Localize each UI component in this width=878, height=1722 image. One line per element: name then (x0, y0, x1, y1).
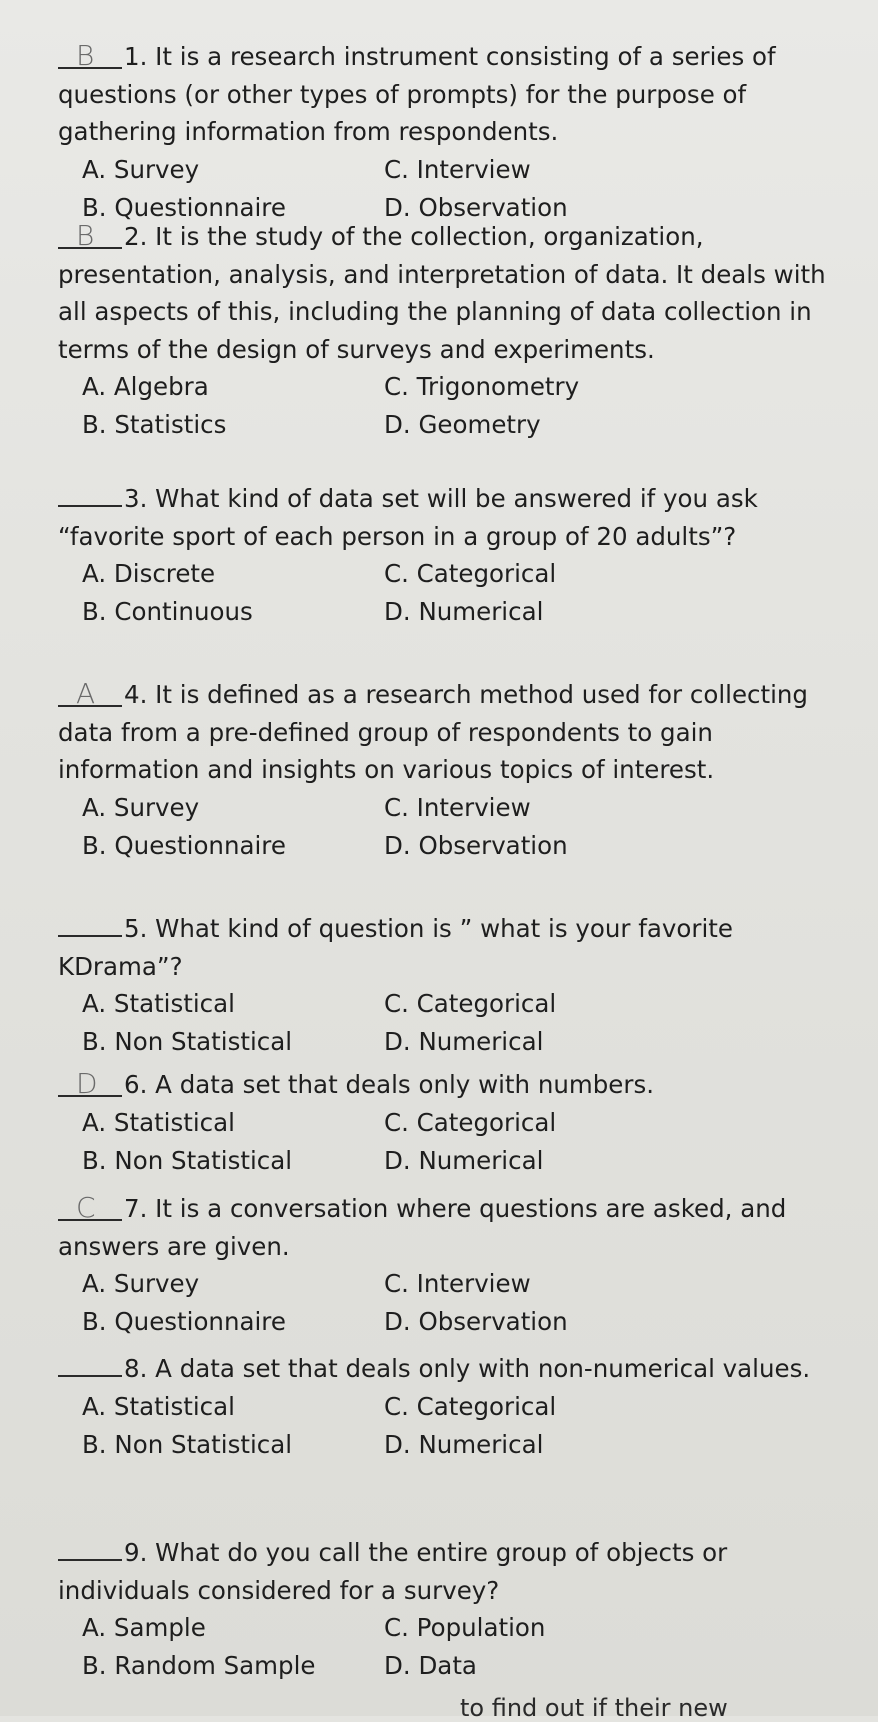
answer-blank[interactable] (58, 1351, 122, 1377)
options (58, 985, 858, 1061)
answer-blank[interactable] (58, 677, 122, 710)
option-d[interactable]: D. Numerical (384, 1145, 544, 1175)
handwritten-answer: B (76, 219, 95, 252)
question-8 (58, 1350, 858, 1464)
option-b[interactable]: B. Non Statistical (82, 1145, 293, 1175)
answer-blank[interactable] (58, 39, 122, 72)
option-c[interactable]: C. Interview (384, 792, 531, 822)
question-text: 8. A data set that deals only with non-numerical values. (124, 1354, 811, 1383)
options (58, 1609, 858, 1685)
options (58, 368, 858, 444)
question-3 (58, 480, 858, 631)
option-b[interactable]: B. Questionnaire (82, 1307, 286, 1336)
cutoff-text: to find out if their new (460, 1694, 728, 1722)
question-4 (58, 676, 858, 865)
options (58, 1265, 858, 1341)
option-a[interactable]: A. Algebra (82, 372, 209, 401)
question-text: 3. What kind of data set will be answered if you ask “favorite sport of each person in a group of 20 adults”? (58, 484, 758, 551)
option-c[interactable]: C. Interview (384, 1269, 531, 1298)
question-text: 7. It is a conversation where questions are asked, and answers are given. (58, 1194, 787, 1261)
option-d[interactable]: D. Numerical (384, 1027, 544, 1056)
options (58, 151, 858, 227)
answer-blank[interactable] (58, 1067, 122, 1100)
answer-blank[interactable] (58, 219, 122, 252)
question-text: 4. It is defined as a research method used for collecting data from a pre-defined group of respondents to gain information and insights on various topics of interest. (58, 680, 808, 784)
question-5 (58, 910, 858, 1061)
option-d[interactable]: D. Observation (384, 192, 568, 222)
option-a[interactable]: A. Statistical (82, 1107, 235, 1137)
option-b[interactable]: B. Statistics (82, 410, 227, 439)
option-b[interactable]: B. Questionnaire (82, 192, 286, 222)
answer-blank[interactable] (58, 911, 122, 937)
options (58, 1388, 858, 1464)
option-a[interactable]: A. Survey (82, 154, 200, 184)
answer-blank[interactable] (58, 1535, 122, 1561)
question-text: 9. What do you call the entire group of objects or individuals considered for a survey? (58, 1538, 728, 1605)
option-d[interactable]: D. Data (384, 1651, 477, 1680)
handwritten-answer: D (76, 1067, 98, 1100)
option-c[interactable]: C. Categorical (384, 1107, 557, 1137)
option-c[interactable]: C. Population (384, 1613, 546, 1642)
question-text: 2. It is the study of the collection, organization, presentation, analysis, and interpretation of data. It deals with all aspects of this, including the planning of data collection in terms of the design of surveys and experiments. (58, 222, 826, 364)
option-a[interactable]: A. Statistical (82, 989, 235, 1018)
answer-blank[interactable] (58, 481, 122, 507)
option-d[interactable]: D. Geometry (384, 410, 541, 439)
option-b[interactable]: B. Random Sample (82, 1651, 316, 1680)
option-c[interactable]: C. Trigonometry (384, 372, 580, 401)
handwritten-answer: A (76, 677, 96, 710)
question-9 (58, 1534, 858, 1685)
option-c[interactable]: C. Categorical (384, 559, 557, 588)
question-text: 1. It is a research instrument consisting of a series of questions (or other types of prompts) for the purpose of gathering information from respondents. (58, 42, 776, 146)
option-c[interactable]: C. Categorical (384, 1391, 557, 1421)
option-a[interactable]: A. Survey (82, 792, 200, 822)
option-d[interactable]: D. Observation (384, 1307, 568, 1336)
option-b[interactable]: B. Questionnaire (82, 830, 286, 860)
question-6 (58, 1066, 858, 1180)
option-b[interactable]: B. Non Statistical (82, 1027, 293, 1056)
question-1 (58, 38, 858, 227)
question-text: 5. What kind of question is ” what is your favorite KDrama”? (58, 914, 733, 981)
options (58, 1104, 858, 1180)
option-d[interactable]: D. Numerical (384, 1429, 544, 1459)
question-text: 6. A data set that deals only with numbers. (124, 1070, 655, 1099)
option-a[interactable]: A. Survey (82, 1269, 200, 1298)
handwritten-answer: C (76, 1191, 96, 1224)
option-c[interactable]: C. Categorical (384, 989, 557, 1018)
options (58, 555, 858, 631)
option-a[interactable]: A. Statistical (82, 1391, 235, 1421)
options (58, 789, 858, 865)
option-b[interactable]: B. Non Statistical (82, 1429, 293, 1459)
option-a[interactable]: A. Discrete (82, 559, 216, 588)
option-d[interactable]: D. Observation (384, 830, 568, 860)
option-b[interactable]: B. Continuous (82, 597, 253, 626)
option-d[interactable]: D. Numerical (384, 597, 544, 626)
question-7 (58, 1190, 858, 1341)
option-c[interactable]: C. Interview (384, 154, 531, 184)
handwritten-answer: B (76, 39, 95, 72)
question-2 (58, 218, 858, 444)
option-a[interactable]: A. Sample (82, 1613, 206, 1642)
answer-blank[interactable] (58, 1191, 122, 1224)
